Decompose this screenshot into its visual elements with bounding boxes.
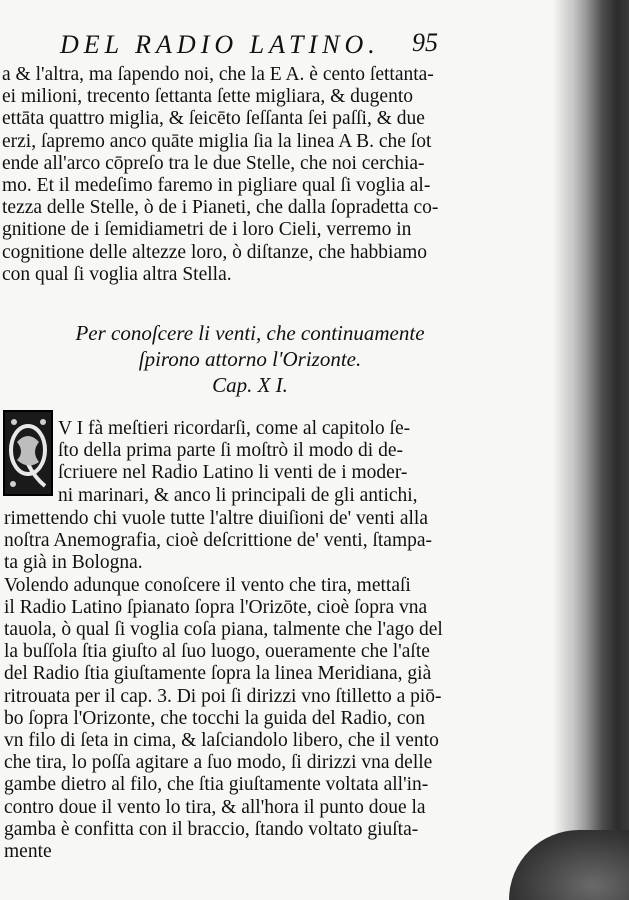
- book-binding: [571, 0, 629, 900]
- text-line: gamba è confitta con il braccio, ſtando voltato giuſta-: [4, 818, 419, 840]
- text-line: con qual ſi voglia altra Stella.: [2, 263, 232, 285]
- binding-shadow: [553, 0, 571, 900]
- text-line: erzi, ſapremo anco quāte miglia ſia la linea A B. che ſot: [2, 130, 432, 152]
- text-line: rimettendo chi vuole tutte l'altre diuiſioni de' venti alla: [4, 508, 428, 529]
- page-number: 95: [412, 28, 438, 57]
- text-line: gambe dietro al filo, che ſtia giuſtamente voltata all'in-: [4, 774, 429, 796]
- text-line: a & l'altra, ma ſapendo noi, che la E A. è cento ſettanta-: [2, 64, 434, 85]
- paragraph-1: [2, 64, 482, 286]
- heading-line: Per conoſcere li venti, che continuamente: [75, 321, 425, 345]
- thumb-shadow: [509, 830, 629, 900]
- text-line: bo ſopra l'Orizonte, che tocchi la guida del Radio, con: [4, 707, 426, 729]
- text-line: ettāta quattro miglia, & ſeicēto ſeſſanta ſei paſſi, & due: [2, 108, 425, 130]
- text-line: tezza delle Stelle, ò de i Pianeti, che dalla ſopradetta co-: [2, 197, 439, 219]
- text-line: ſto della prima parte ſi moſtrò il modo di de-: [58, 440, 403, 462]
- text-line: ni marinari, & anco li principali de gli antichi,: [58, 484, 418, 506]
- text-line: ei milioni, trecento ſettanta ſette migliara, & dugento: [2, 86, 413, 108]
- text-line: mo. Et il medeſimo faremo in pigliare qual ſi voglia al-: [2, 175, 431, 197]
- text-line: la buſſola ſtia giuſto al ſuo luogo, oueramente che l'aſte: [4, 641, 430, 663]
- paragraph-2: [4, 508, 484, 863]
- text-line: il Radio Latino ſpianato ſopra l'Orizōte, cioè ſopra vna: [4, 596, 428, 618]
- text-line: contro doue il vento lo tira, & all'hora il punto doue la: [4, 796, 426, 818]
- decorated-initial-q: [3, 410, 53, 496]
- catchword: mente: [4, 841, 52, 863]
- text-line: ta già in Bologna.: [4, 552, 143, 574]
- text-line: noſtra Anemografia, cioè deſcrittione de' venti, ſtampa-: [4, 530, 433, 552]
- text-line: che tira, lo poſſa agitare a ſuo modo, ſi dirizzi vna delle: [4, 752, 433, 774]
- text-line: V I fà meſtieri ricordarſi, come al capitolo ſe-: [58, 418, 411, 439]
- running-title: DEL RADIO LATINO.: [60, 30, 380, 59]
- text-line: Volendo adunque conoſcere il vento che tira, mettaſi: [4, 574, 411, 596]
- heading-line: ſpirono attorno l'Orizonte.: [138, 347, 362, 371]
- text-line: del Radio ſtia giuſtamente ſopra la linea Meridiana, già: [4, 663, 432, 685]
- text-line: ende all'arco cōpreſo tra le due Stelle, che noi cerchia-: [2, 152, 425, 174]
- chapter-number: Cap. X I.: [212, 373, 288, 397]
- text-line: tauola, ò qual ſi voglia coſa piana, talmente che l'ago del: [4, 619, 443, 641]
- text-line: ritrouata per il cap. 3. Di poi ſi dirizzi vno ſtilletto a piō-: [4, 685, 442, 707]
- ornament-icon: [5, 412, 51, 494]
- text-line: ſcriuere nel Radio Latino li venti de i moder-: [58, 462, 408, 484]
- text-line: vn filo di ſeta in cima, & laſciandolo libero, che il vento: [4, 730, 439, 752]
- paragraph-2-indented: [58, 418, 538, 507]
- chapter-heading: [40, 320, 460, 398]
- text-line: gnitione de i ſemidiametri de i loro Cieli, verremo in: [2, 219, 412, 241]
- text-line: cognitione delle altezze loro, ò diſtanze, che habbiamo: [2, 241, 428, 263]
